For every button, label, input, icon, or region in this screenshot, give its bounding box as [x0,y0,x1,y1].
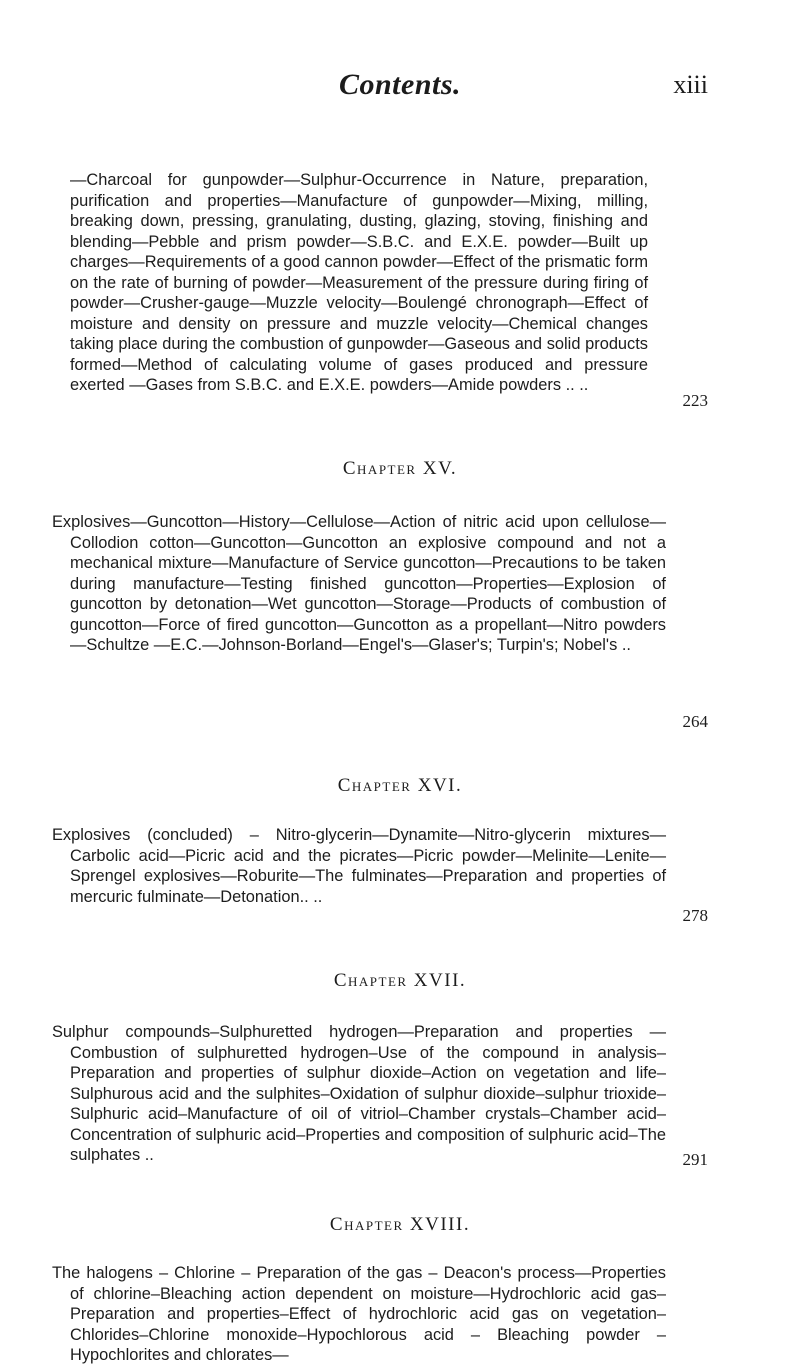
contents-entry [0,1022,800,1166]
entry-text: —Charcoal for gunpowder—Sulphur-Occurrence in Nature, preparation, purification and properties—Manufacture of gunpowder—Mixing, milling, breaking down, pressing, granulating, dusting, glazing, stoving, finishing and blending—Pebble and prism powder—S.B.C. and E.X.E. powder—Built up charges—Requirements of a good cannon powder—Effect of the prismatic form on the rate of burning of powder—Measurement of the pressure during firing of powder—Crusher-gauge—Muzzle velocity—Boulengé chronograph—Effect of moisture and density on pressure and muzzle velocity—Chemical changes taking place during the combustion of gunpowder—Gaseous and solid products formed—Method of calculating volume of gases produced and pressure exerted —Gases from S.B.C. and E.X.E. powders—Amide powders .. .. [70,171,648,394]
entry-page-number: 264 [682,712,708,731]
entry-page-number: 223 [682,391,708,410]
chapter-heading: Chapter XVIII. [329,1214,471,1235]
running-title: Contents. [338,68,462,101]
contents-entry [0,512,800,656]
chapter-heading: Chapter XV. [342,458,458,479]
chapter-heading: Chapter XVI. [337,775,463,796]
contents-entry [0,1263,800,1366]
entry-page-number: 278 [682,906,708,925]
entry-text: Explosives—Guncotton—History—Cellulose—Action of nitric acid upon cellulose—Collodion cotton—Guncotton—Guncotton an explosive compound and not a mechanical mixture—Manufacture of Service guncotton—Precautions to be taken during manufacture—Testing finished guncotton—Properties—Explosion of guncotton by detonation—Wet guncotton—Storage—Products of combustion of guncotton—Force of fired guncotton—Guncotton as a propellant—Nitro powders—Schultze —E.C.—Johnson-Borland—Engel's—Glaser's; Turpin's; Nobel's .. [52,513,666,654]
folio-page-number: xiii [673,70,708,99]
running-head [0,68,800,108]
entry-page-number: 291 [682,1150,708,1169]
entry-text: Explosives (concluded) – Nitro-glycerin—Dynamite—Nitro-glycerin mixtures—Carbolic acid—Picric acid and the picrates—Picric powder—Melinite—Lenite—Sprengel explosives—Roburite—The fulminates—Preparation and properties of mercuric fulminate—Detonation.. .. [52,826,666,906]
contents-entry [0,825,800,907]
contents-entry [0,170,800,396]
entry-text: Sulphur compounds–Sulphuretted hydrogen—Preparation and properties —Combustion of sulphuretted hydrogen–Use of the compound in analysis–Preparation and properties of sulphur dioxide–Action on vegetation and life–Sulphurous acid and the sulphites–Oxidation of sulphur dioxide–sulphur trioxide–Sulphuric acid–Manufacture of oil of vitriol–Chamber crystals–Chamber acid–Concentration of sulphuric acid–Properties and composition of sulphuric acid–The sulphates .. [52,1023,666,1164]
chapter-heading: Chapter XVII. [333,970,467,991]
entry-text: The halogens – Chlorine – Preparation of the gas – Deacon's process—Properties of chlorine–Bleaching action dependent on moisture—Hydrochloric acid gas–Preparation and properties–Effect of hydrochloric acid gas on vegetation–Chlorides–Chlorine monoxide–Hypochlorous acid – Bleaching powder – Hypochlorites and chlorates— [52,1264,666,1364]
